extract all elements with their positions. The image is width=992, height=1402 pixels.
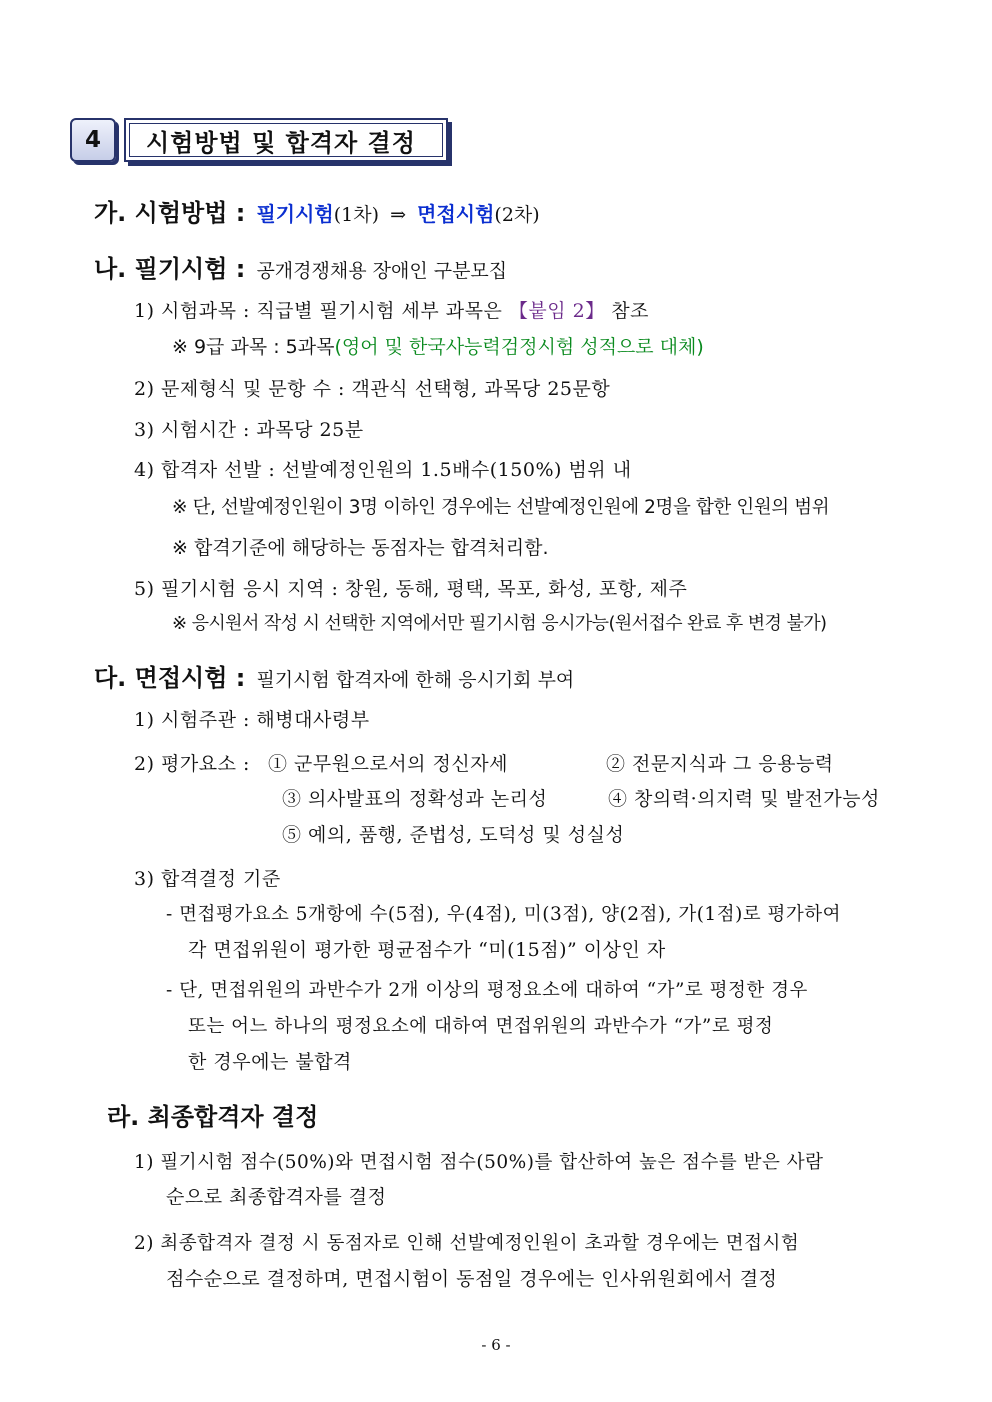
- section-number: 4: [84, 127, 101, 153]
- na-item-4: 4) 합격자 선발 : 선발예정인원의 1.5배수(150%) 범위 내: [134, 459, 632, 481]
- na-item-5: 5) 필기시험 응시 지역 : 창원, 동해, 평택, 목포, 화성, 포항, 제주: [134, 578, 688, 600]
- ga-line: [94, 193, 540, 228]
- factor-1: ① 군무원으로서의 정신자세: [268, 753, 508, 775]
- factor-2: ② 전문지식과 그 응용능력: [606, 753, 834, 775]
- na-item-2: 2) 문제형식 및 문항 수 : 객관식 선택형, 과목당 25문항: [134, 378, 611, 400]
- ra-item-2-line-2: 점수순으로 결정하며, 면접시험이 동점일 경우에는 인사위원회에서 결정: [166, 1268, 778, 1290]
- title-inner-border: [129, 123, 443, 157]
- criteria-1-line-1: - 면접평가요소 5개항에 수(5점), 우(4점), 미(3점), 양(2점), 가(1점)로 평가하여: [166, 904, 842, 925]
- da-item-3: 3) 합격결정 기준: [134, 868, 281, 890]
- na-heading: 나. 필기시험 :: [94, 255, 246, 283]
- na-note-9grade: [172, 332, 704, 359]
- da-line: [94, 658, 574, 693]
- criteria-2-line-2: 또는 어느 하나의 평정요소에 대하여 면접위원의 과반수가 “가”로 평정: [188, 1016, 774, 1037]
- ga-interview: 면접시험: [417, 202, 495, 226]
- note-9grade-green: (영어 및 한국사능력검정시험 성적으로 대체): [334, 336, 704, 358]
- da-item-2-label: 2) 평가요소 :: [134, 753, 250, 775]
- page-number: - 6 -: [481, 1336, 511, 1354]
- na-item-3: 3) 시험시간 : 과목당 25분: [134, 419, 364, 441]
- ga-written-round: (1차): [333, 204, 380, 226]
- ga-arrow: ⇒: [390, 204, 407, 226]
- da-item-1: 1) 시험주관 : 해병대사령부: [134, 709, 370, 731]
- da-subtitle: 필기시험 합격자에 한해 응시기회 부여: [256, 669, 575, 691]
- factor-5: ⑤ 예의, 품행, 준법성, 도덕성 및 성실성: [282, 824, 625, 846]
- section-title-box: [124, 118, 448, 162]
- na-line: [94, 249, 507, 284]
- na-item-1-tail: 참조: [604, 300, 649, 322]
- ra-item-1-line-2: 순으로 최종합격자를 결정: [166, 1186, 387, 1208]
- na-note-tie: ※ 합격기준에 해당하는 동점자는 합격처리함.: [172, 537, 549, 559]
- criteria-1-line-2: 각 면접위원이 평가한 평균점수가 “미(15점)” 이상인 자: [188, 939, 666, 961]
- na-note-region: ※ 응시원서 작성 시 선택한 지역에서만 필기시험 응시가능(원서접수 완료 후 변경 불가): [172, 613, 827, 634]
- ra-item-2-line-1: 2) 최종합격자 결정 시 동점자로 인해 선발예정인원이 초과할 경우에는 면접시험: [134, 1233, 800, 1254]
- na-item-1-text: 1) 시험과목 : 직급별 필기시험 세부 과목은: [134, 300, 503, 322]
- attachment-ref: 【붙임 2】: [508, 300, 605, 322]
- factor-4: ④ 창의력·의지력 및 발전가능성: [608, 788, 880, 810]
- ra-heading: 라. 최종합격자 결정: [107, 1103, 319, 1131]
- section-number-box: [70, 118, 116, 162]
- section-title: 시험방법 및 합격자 결정: [146, 128, 416, 157]
- na-subtitle: 공개경쟁채용 장애인 구분모집: [256, 260, 508, 282]
- note-9grade-prefix: ※ 9급 과목 : 5과목: [172, 336, 335, 358]
- na-item-1: [134, 296, 649, 323]
- criteria-2-line-1: - 단, 면접위원의 과반수가 2개 이상의 평정요소에 대하여 “가”로 평정한 경우: [166, 980, 808, 1001]
- na-note-range: ※ 단, 선발예정인원이 3명 이하인 경우에는 선발예정인원에 2명을 합한 인원의 범위: [172, 497, 830, 518]
- ra-item-1-line-1: 1) 필기시험 점수(50%)와 면접시험 점수(50%)를 합산하여 높은 점수를 받은 사람: [134, 1152, 824, 1173]
- criteria-2-line-3: 한 경우에는 불합격: [188, 1051, 352, 1073]
- ga-interview-round: (2차): [494, 204, 540, 226]
- factor-3: ③ 의사발표의 정확성과 논리성: [282, 788, 548, 810]
- ga-written: 필기시험: [256, 202, 334, 226]
- da-heading: 다. 면접시험 :: [94, 664, 246, 692]
- ga-heading: 가. 시험방법 :: [94, 199, 246, 227]
